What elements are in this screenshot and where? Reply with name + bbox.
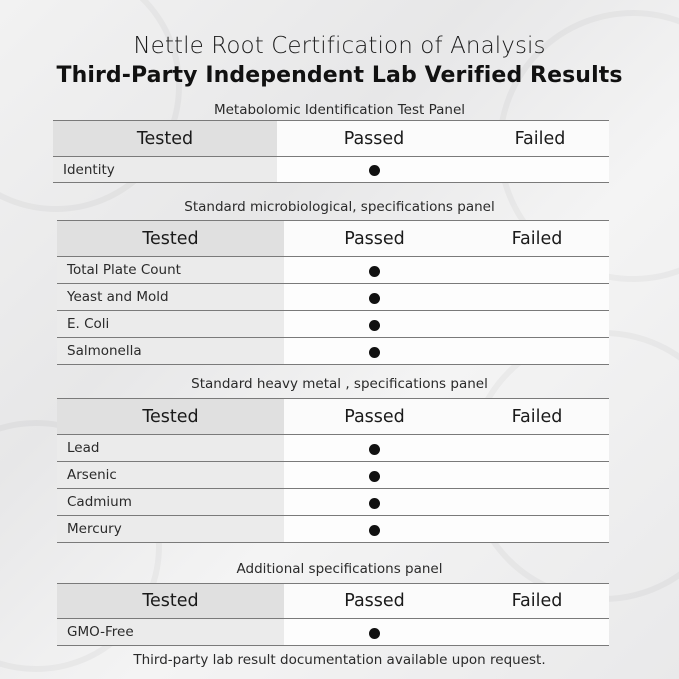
failed-cell [465,462,609,489]
column-header-tested: Tested [57,584,284,619]
failed-cell [465,435,609,462]
test-name: Identity [53,157,277,183]
passed-dot-icon [369,628,380,639]
passed-cell [284,489,465,516]
column-header-tested: Tested [57,221,284,257]
column-header-failed: Failed [465,399,609,435]
failed-cell [465,311,609,338]
column-header-failed: Failed [465,584,609,619]
table-row [57,489,609,516]
table-row [53,157,609,183]
results-table-additional [57,583,609,646]
results-table-microbiological [57,220,609,365]
results-table-heavy-metal [57,398,609,543]
table-row [57,338,609,365]
passed-dot-icon [369,498,380,509]
passed-dot-icon [369,444,380,455]
passed-cell [284,435,465,462]
passed-dot-icon [369,320,380,331]
panel-title: Standard microbiological, specifications panel [184,199,495,215]
column-header-failed: Failed [471,121,609,157]
table-row [57,311,609,338]
passed-cell [284,338,465,365]
passed-dot-icon [369,266,380,277]
panel-title: Standard heavy metal , specifications panel [191,376,488,392]
passed-cell [284,516,465,543]
passed-dot-icon [369,347,380,358]
passed-dot-icon [369,525,380,536]
table-row [57,462,609,489]
test-name: Salmonella [57,338,284,365]
passed-cell [284,462,465,489]
test-name: GMO-Free [57,619,284,646]
test-name: Arsenic [57,462,284,489]
footer-note: Third-party lab result documentation available upon request. [133,652,546,668]
table-row [57,257,609,284]
test-name: Total Plate Count [57,257,284,284]
page-subtitle: Third-Party Independent Lab Verified Results [56,63,623,88]
column-header-passed: Passed [284,221,465,257]
table-row [57,619,609,646]
failed-cell [465,489,609,516]
passed-dot-icon [369,471,380,482]
test-name: Mercury [57,516,284,543]
failed-cell [471,157,609,183]
passed-cell [277,157,471,183]
column-header-passed: Passed [284,584,465,619]
failed-cell [465,619,609,646]
test-name: Yeast and Mold [57,284,284,311]
test-name: E. Coli [57,311,284,338]
table-row [57,516,609,543]
passed-dot-icon [369,293,380,304]
test-name: Lead [57,435,284,462]
page-title: Nettle Root Certification of Analysis [133,33,546,59]
panel-title: Metabolomic Identification Test Panel [213,102,466,118]
column-header-failed: Failed [465,221,609,257]
test-name: Cadmium [57,489,284,516]
table-row [57,435,609,462]
failed-cell [465,257,609,284]
passed-dot-icon [369,165,380,176]
panel-title: Additional specifications panel [236,561,443,577]
passed-cell [284,311,465,338]
passed-cell [284,257,465,284]
column-header-tested: Tested [53,121,277,157]
passed-cell [284,619,465,646]
column-header-passed: Passed [277,121,471,157]
table-row [57,284,609,311]
results-table-metabolomic [53,120,609,183]
failed-cell [465,284,609,311]
failed-cell [465,338,609,365]
passed-cell [284,284,465,311]
column-header-tested: Tested [57,399,284,435]
column-header-passed: Passed [284,399,465,435]
failed-cell [465,516,609,543]
